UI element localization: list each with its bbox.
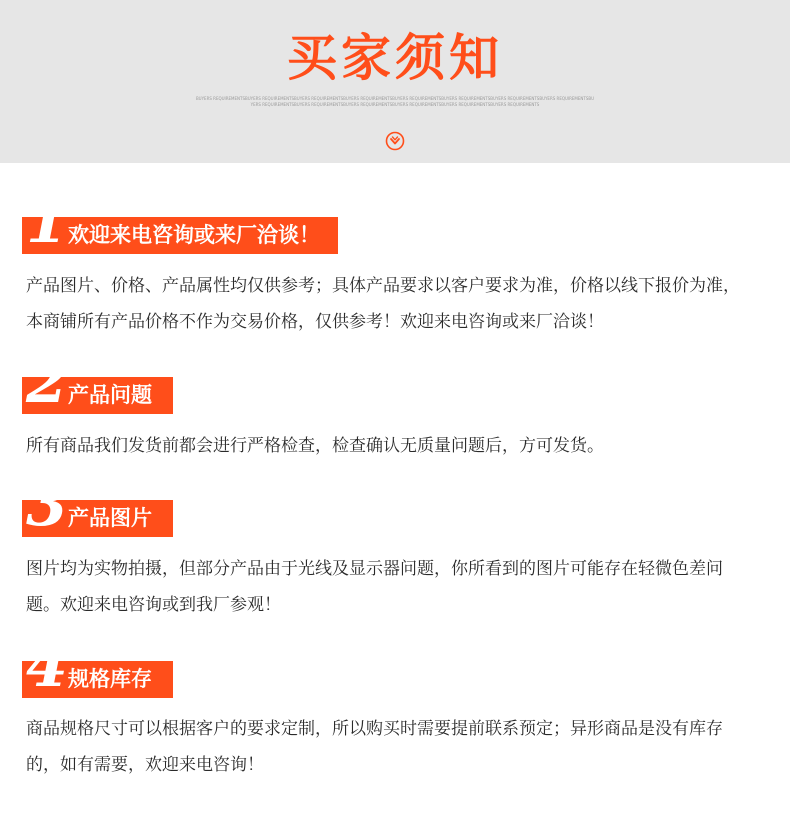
section-2-number: 2 [26, 347, 68, 417]
header-subtitle: BUYERS REQUIREMENTSBUYERS REQUIREMENTSBUYERS REQUIREMENTSBUYERS REQUIREMENTSBUYERS REQUIREMENTSBUYERS REQUIREMENTSBUYERS REQUIREMENTSBUYERS REQUIREMENTSBUYERS REQUIREMENTSBUYERS REQUIREMENTSBUYERS REQUIREMENTSBUYERS REQUIREMENTSBUYERS REQUIREMENTSBUYERS REQUIREMENTS [195, 96, 595, 107]
section-1-line-2: 本商铺所有产品价格不作为交易价格，仅供参考！欢迎来电咨询或来厂洽谈！ [26, 312, 604, 332]
section-4-title: 规格库存 [68, 667, 152, 691]
section-3-line-2: 题。欢迎来电咨询或到我厂参观！ [26, 595, 281, 615]
section-2-title: 产品问题 [68, 383, 152, 407]
section-1-text [26, 268, 776, 340]
section-2-text [26, 428, 776, 464]
section-4-line-2: 的，如有需要，欢迎来电咨询！ [26, 755, 264, 775]
section-1-title: 欢迎来电咨询或来厂洽谈！ [68, 223, 320, 247]
page-title: 买家须知 [287, 29, 503, 87]
section-3-number: 3 [26, 470, 68, 540]
section-4-number: 4 [26, 631, 68, 701]
header-banner [0, 0, 790, 163]
section-4-line-1: 商品规格尺寸可以根据客户的要求定制，所以购买时需要提前联系预定；异形商品是没有库存 [26, 719, 723, 739]
section-3-title: 产品图片 [68, 506, 152, 530]
section-4-text [26, 711, 776, 783]
chevron-down-circle-icon [385, 131, 405, 151]
section-3-line-1: 图片均为实物拍摄，但部分产品由于光线及显示器问题，你所看到的图片可能存在轻微色差问 [26, 559, 723, 579]
section-3-text [26, 551, 776, 623]
section-2-line-1: 所有商品我们发货前都会进行严格检查，检查确认无质量问题后，方可发货。 [26, 436, 604, 456]
section-1-line-1: 产品图片、价格、产品属性均仅供参考；具体产品要求以客户要求为准，价格以线下报价为准， [26, 276, 740, 296]
section-1-number: 1 [26, 187, 68, 257]
